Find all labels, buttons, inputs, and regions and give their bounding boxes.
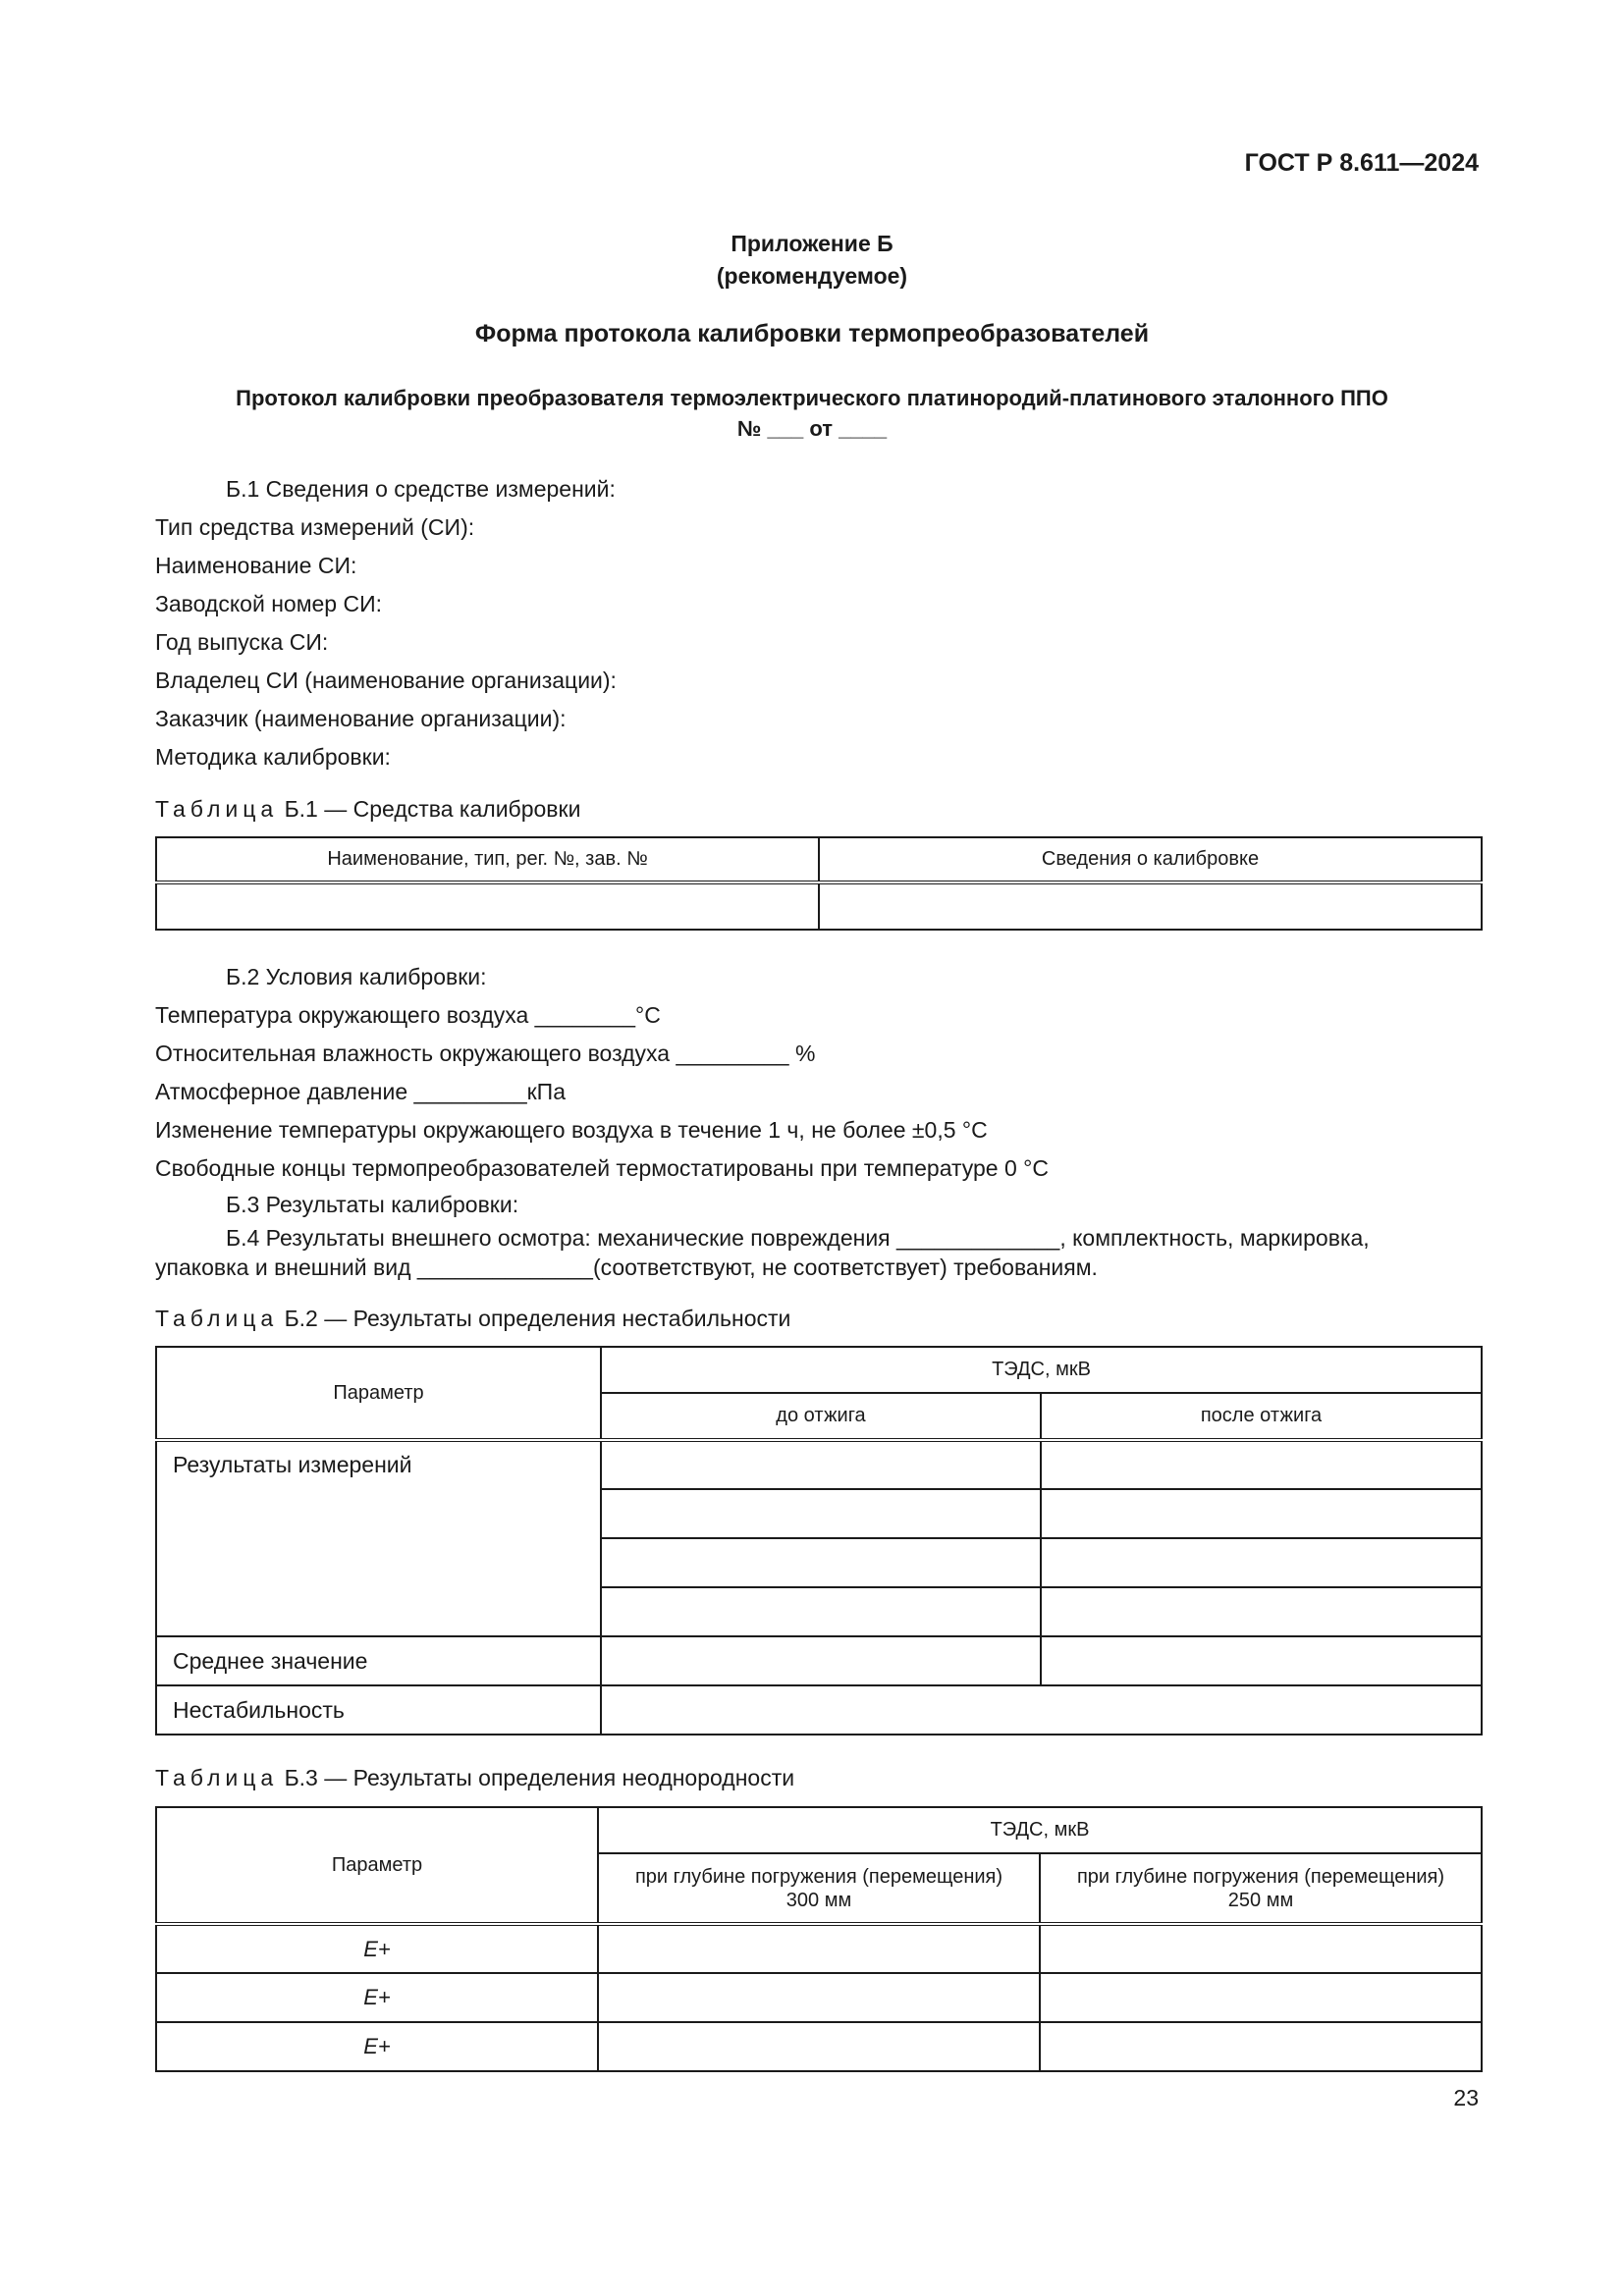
table-b2-header-before: до отжига bbox=[601, 1393, 1041, 1440]
table-b2-row-measurements: Результаты измерений bbox=[156, 1440, 601, 1636]
table-b2-cell bbox=[601, 1587, 1041, 1636]
table-b3-header-depth-300 bbox=[598, 1853, 1040, 1924]
page-number: 23 bbox=[1453, 2085, 1479, 2110]
depth-300-line1: при глубине погружения (перемещения) bbox=[634, 1865, 1003, 1888]
caption-text: Б.1 — Средства калибровки bbox=[284, 796, 581, 822]
table-b2-row-mean: Среднее значение bbox=[156, 1636, 601, 1685]
caption-text: Б.2 — Результаты определения нестабильности bbox=[284, 1306, 791, 1331]
table-b2-cell bbox=[1041, 1636, 1482, 1685]
document-code: ГОСТ Р 8.611—2024 bbox=[1244, 149, 1479, 177]
table-b2-caption bbox=[155, 1306, 790, 1332]
table-b1 bbox=[155, 836, 1483, 931]
appendix-heading bbox=[0, 228, 1624, 293]
table-b3-row-label: E+ bbox=[156, 2022, 598, 2071]
table-b2-cell bbox=[601, 1685, 1482, 1735]
table-b3-cell bbox=[1040, 1973, 1482, 2022]
table-b3-cell bbox=[1040, 1924, 1482, 1973]
table-b2-header-tedc: ТЭДС, мкВ bbox=[601, 1347, 1482, 1393]
table-b2-cell bbox=[601, 1489, 1041, 1538]
table-b2-cell bbox=[601, 1636, 1041, 1685]
table-b1-header-calibration: Сведения о калибровке bbox=[819, 837, 1482, 882]
field-method: Методика калибровки: bbox=[155, 744, 391, 770]
field-customer: Заказчик (наименование организации): bbox=[155, 706, 567, 731]
table-b2-row-instability: Нестабильность bbox=[156, 1685, 601, 1735]
field-year: Год выпуска СИ: bbox=[155, 629, 329, 655]
section-b3-heading: Б.3 Результаты калибровки: bbox=[226, 1192, 519, 1217]
table-b3-cell bbox=[1040, 2022, 1482, 2071]
table-b3-header-tedc: ТЭДС, мкВ bbox=[598, 1807, 1482, 1853]
section-b4-line2: упаковка и внешний вид ______________(соответствуют, не соответствует) требованиям. bbox=[155, 1255, 1098, 1280]
appendix-status: (рекомендуемое) bbox=[716, 263, 908, 289]
depth-250-line2: 250 мм bbox=[1227, 1889, 1294, 1911]
section-b4-line1: Б.4 Результаты внешнего осмотра: механические повреждения _____________, комплектность, маркировка, bbox=[226, 1225, 1370, 1251]
protocol-title-line2: № ___ от ____ bbox=[736, 416, 888, 441]
table-b2-header-parameter: Параметр bbox=[156, 1347, 601, 1440]
condition-free-ends: Свободные концы термопреобразователей термостатированы при температуре 0 °С bbox=[155, 1155, 1049, 1181]
condition-humidity: Относительная влажность окружающего воздуха _________ % bbox=[155, 1041, 816, 1066]
depth-300-line2: 300 мм bbox=[785, 1889, 852, 1911]
protocol-title-line1: Протокол калибровки преобразователя термоэлектрического платинородий-платинового эталонного ППО bbox=[236, 386, 1388, 410]
section-b2-heading: Б.2 Условия калибровки: bbox=[226, 964, 487, 989]
table-b2 bbox=[155, 1346, 1483, 1735]
condition-pressure: Атмосферное давление _________кПа bbox=[155, 1079, 567, 1104]
condition-temperature-change: Изменение температуры окружающего воздуха в течение 1 ч, не более ±0,5 °С bbox=[155, 1117, 988, 1143]
table-b2-cell bbox=[1041, 1440, 1482, 1489]
field-owner: Владелец СИ (наименование организации): bbox=[155, 667, 617, 693]
table-b3-row-label: E+ bbox=[156, 1924, 598, 1973]
caption-word: Таблица bbox=[155, 1765, 279, 1790]
depth-250-line1: при глубине погружения (перемещения) bbox=[1076, 1865, 1445, 1888]
table-b3-cell bbox=[598, 2022, 1040, 2071]
appendix-title: Приложение Б bbox=[731, 231, 893, 256]
table-b2-cell bbox=[1041, 1538, 1482, 1587]
form-title: Форма протокола калибровки термопреобразователей bbox=[474, 320, 1150, 347]
table-b3-cell bbox=[598, 1973, 1040, 2022]
table-b3-cell bbox=[598, 1924, 1040, 1973]
table-b2-header-after: после отжига bbox=[1041, 1393, 1482, 1440]
table-b1-caption bbox=[155, 796, 580, 823]
section-b1-heading: Б.1 Сведения о средстве измерений: bbox=[226, 476, 616, 502]
table-b3-row-label: E+ bbox=[156, 1973, 598, 2022]
table-b2-cell bbox=[1041, 1489, 1482, 1538]
caption-word: Таблица bbox=[155, 796, 279, 822]
table-b1-cell bbox=[819, 882, 1482, 930]
condition-temperature: Температура окружающего воздуха ________°С bbox=[155, 1002, 661, 1028]
table-b2-cell bbox=[601, 1538, 1041, 1587]
field-serial-number: Заводской номер СИ: bbox=[155, 591, 383, 616]
table-b3-header-depth-250 bbox=[1040, 1853, 1482, 1924]
protocol-title bbox=[0, 383, 1624, 444]
table-b2-cell bbox=[1041, 1587, 1482, 1636]
table-b3 bbox=[155, 1806, 1483, 2072]
table-b1-cell bbox=[156, 882, 819, 930]
table-b3-header-parameter: Параметр bbox=[156, 1807, 598, 1924]
caption-text: Б.3 — Результаты определения неоднородности bbox=[284, 1765, 795, 1790]
field-si-name: Наименование СИ: bbox=[155, 553, 357, 578]
table-b1-header-name: Наименование, тип, рег. №, зав. № bbox=[156, 837, 819, 882]
field-si-type: Тип средства измерений (СИ): bbox=[155, 514, 475, 540]
caption-word: Таблица bbox=[155, 1306, 279, 1331]
table-b3-caption bbox=[155, 1765, 794, 1791]
table-b2-cell bbox=[601, 1440, 1041, 1489]
